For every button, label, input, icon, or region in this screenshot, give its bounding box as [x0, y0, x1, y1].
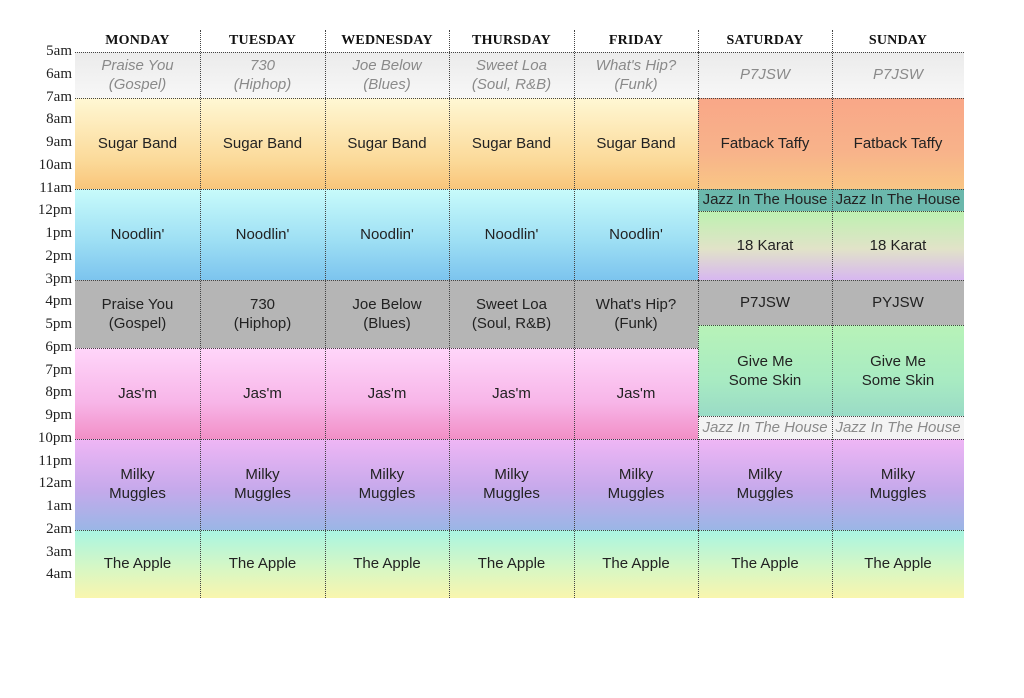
time-label: 5am: [46, 43, 72, 59]
program-name: Milky: [245, 466, 280, 484]
program-block[interactable]: [449, 530, 574, 598]
time-label: 3pm: [45, 270, 72, 287]
program-block[interactable]: [325, 280, 449, 348]
program-name: Give Me: [870, 352, 926, 370]
program-name: Milky: [494, 466, 529, 484]
program-name: The Apple: [353, 555, 421, 573]
program-block[interactable]: [698, 189, 832, 212]
program-block[interactable]: [200, 280, 325, 348]
program-name: Jas'm: [492, 384, 531, 402]
program-block[interactable]: [832, 189, 964, 212]
program-block[interactable]: [832, 98, 964, 189]
row-divider: [75, 189, 698, 190]
program-name: (Gospel): [108, 75, 167, 93]
program-block[interactable]: [449, 189, 574, 280]
time-label: 9am: [46, 134, 72, 150]
program-name: Noodlin': [235, 225, 290, 243]
day-header-friday: FRIDAY: [608, 33, 664, 48]
time-label: 6am: [46, 65, 72, 82]
row-divider: [75, 280, 698, 281]
program-name: P7JSW: [872, 66, 923, 84]
row-divider: [698, 189, 964, 190]
program-block[interactable]: [698, 98, 832, 189]
column-divider: [325, 30, 326, 598]
program-name: Jas'm: [616, 384, 656, 402]
program-name: Muggles: [607, 485, 665, 503]
program-name: Some Skin: [728, 371, 802, 389]
program-name: Sugar Band: [97, 134, 178, 152]
program-name: Muggles: [234, 485, 291, 503]
time-label: 11am: [39, 179, 72, 196]
program-block[interactable]: [325, 530, 449, 598]
program-name: Muggles: [869, 485, 927, 503]
program-name: 730: [249, 295, 276, 313]
row-divider: [698, 325, 964, 326]
program-name: Muggles: [109, 485, 166, 503]
column-divider: [698, 30, 699, 598]
program-block[interactable]: [325, 98, 449, 189]
program-name: (Hiphop): [233, 75, 292, 93]
program-name: (Funk): [614, 75, 658, 93]
program-name: Muggles: [483, 485, 540, 503]
program-name: P7JSW: [739, 293, 790, 311]
row-divider: [75, 98, 698, 99]
time-label: 10am: [38, 156, 72, 173]
day-header-saturday: SATURDAY: [726, 33, 804, 48]
program-name: Joe Below: [352, 295, 422, 313]
program-block[interactable]: [75, 530, 200, 598]
program-name: 18 Karat: [869, 236, 927, 254]
program-name: Jazz In The House: [835, 191, 961, 209]
program-block[interactable]: [200, 439, 325, 530]
program-name: Sugar Band: [222, 134, 303, 152]
program-name: Give Me: [737, 352, 793, 370]
program-name: The Apple: [228, 555, 297, 573]
program-name: Sugar Band: [471, 134, 552, 152]
program-name: Milky: [618, 466, 654, 484]
program-block[interactable]: [325, 52, 449, 98]
row-divider: [698, 439, 964, 440]
time-label: 3am: [46, 543, 72, 560]
program-block[interactable]: [200, 52, 325, 98]
row-divider: [698, 416, 964, 417]
program-name: The Apple: [864, 555, 932, 573]
row-divider: [698, 98, 964, 99]
program-name: Jas'm: [243, 384, 282, 402]
program-block[interactable]: [200, 530, 325, 598]
program-name: Muggles: [358, 485, 416, 503]
time-label: 7pm: [45, 361, 72, 378]
program-block[interactable]: [574, 348, 698, 439]
program-block[interactable]: [325, 348, 449, 439]
program-name: Jas'm: [118, 384, 157, 402]
time-label: 2pm: [45, 247, 72, 264]
program-name: Praise You: [101, 56, 174, 74]
time-label: 1am: [46, 498, 72, 514]
program-block[interactable]: [325, 189, 449, 280]
row-divider: [75, 530, 698, 531]
row-divider: [698, 280, 964, 281]
row-divider: [75, 52, 698, 53]
program-name: Noodlin': [360, 225, 414, 243]
program-name: 730: [249, 56, 276, 74]
program-name: The Apple: [103, 555, 172, 573]
program-name: Milky: [120, 466, 155, 484]
day-header-sunday: SUNDAY: [868, 33, 928, 48]
program-block[interactable]: [698, 280, 832, 326]
time-label: 1pm: [45, 225, 72, 241]
program-block[interactable]: [75, 189, 200, 280]
time-label: 6pm: [45, 338, 72, 355]
program-block[interactable]: [832, 439, 964, 530]
day-header-monday: MONDAY: [105, 33, 170, 48]
program-block[interactable]: [832, 211, 964, 279]
program-block[interactable]: [574, 280, 698, 348]
program-name: What's Hip?: [595, 295, 677, 313]
program-name: Sweet Loa: [476, 56, 547, 74]
program-name: PYJSW: [872, 293, 924, 311]
program-name: What's Hip?: [595, 56, 677, 74]
program-name: 18 Karat: [736, 236, 794, 254]
program-name: Milky: [369, 466, 405, 484]
time-label: 12pm: [37, 202, 72, 219]
program-block[interactable]: [75, 439, 200, 530]
program-block[interactable]: [698, 416, 832, 439]
program-name: Fatback Taffy: [720, 134, 810, 152]
program-block[interactable]: [698, 439, 832, 530]
program-block[interactable]: [200, 348, 325, 439]
program-block[interactable]: [574, 52, 698, 98]
program-name: Some Skin: [861, 371, 935, 389]
program-block[interactable]: [200, 189, 325, 280]
row-divider: [698, 211, 964, 212]
program-block[interactable]: [449, 348, 574, 439]
column-divider: [574, 30, 575, 598]
program-name: Sweet Loa: [476, 295, 547, 313]
program-name: Jazz In The House: [835, 418, 961, 436]
row-divider: [75, 439, 698, 440]
column-divider: [832, 30, 833, 598]
program-block[interactable]: [449, 52, 574, 98]
row-divider: [698, 530, 964, 531]
program-name: Sugar Band: [347, 134, 427, 152]
time-label: 2am: [46, 520, 72, 537]
program-block[interactable]: [449, 98, 574, 189]
program-block[interactable]: [698, 211, 832, 279]
program-name: Noodlin': [484, 225, 539, 243]
program-block[interactable]: [574, 530, 698, 598]
program-name: Noodlin': [110, 225, 165, 243]
program-block[interactable]: [832, 416, 964, 439]
time-label: 4pm: [45, 293, 72, 310]
time-label: 5pm: [45, 316, 72, 332]
row-divider: [75, 348, 698, 349]
day-header-wednesday: WEDNESDAY: [341, 33, 433, 48]
program-name: P7JSW: [739, 66, 790, 84]
program-name: Milky: [880, 466, 916, 484]
day-header-thursday: THURSDAY: [472, 33, 551, 48]
program-block[interactable]: [574, 439, 698, 530]
program-name: Joe Below: [352, 56, 422, 74]
row-divider: [698, 52, 964, 53]
program-block[interactable]: [832, 52, 964, 98]
program-block[interactable]: [200, 98, 325, 189]
program-name: Jazz In The House: [702, 418, 828, 436]
program-name: Fatback Taffy: [853, 134, 943, 152]
day-header-tuesday: TUESDAY: [228, 33, 297, 48]
program-name: Noodlin': [609, 225, 663, 243]
program-name: Jas'm: [367, 384, 407, 402]
column-divider: [449, 30, 450, 598]
time-label: 12am: [38, 475, 72, 492]
program-name: (Blues): [363, 75, 411, 93]
time-label: 9pm: [45, 407, 72, 423]
program-block[interactable]: [75, 348, 200, 439]
program-name: Sugar Band: [596, 134, 676, 152]
time-label: 10pm: [37, 429, 72, 446]
program-block[interactable]: [698, 52, 832, 98]
time-label: 11pm: [38, 452, 72, 469]
program-block[interactable]: [449, 439, 574, 530]
column-divider: [200, 30, 201, 598]
program-name: Jazz In The House: [702, 191, 828, 209]
program-block[interactable]: [574, 98, 698, 189]
program-block[interactable]: [75, 98, 200, 189]
time-label: 8pm: [45, 384, 72, 401]
program-block[interactable]: [449, 280, 574, 348]
program-name: Muggles: [736, 485, 794, 503]
program-block[interactable]: [832, 280, 964, 326]
program-block[interactable]: [574, 189, 698, 280]
program-name: Milky: [747, 466, 783, 484]
program-name: The Apple: [477, 555, 546, 573]
program-name: (Funk): [614, 314, 658, 332]
time-label: 8am: [46, 111, 72, 128]
program-block[interactable]: [698, 325, 832, 416]
program-block[interactable]: [75, 280, 200, 348]
time-label: 7am: [46, 88, 72, 105]
program-block[interactable]: [698, 530, 832, 598]
program-block[interactable]: [75, 52, 200, 98]
program-name: Praise You: [101, 295, 174, 313]
program-name: The Apple: [602, 555, 670, 573]
program-name: (Soul, R&B): [471, 75, 552, 93]
program-name: (Soul, R&B): [471, 314, 552, 332]
program-name: (Hiphop): [233, 314, 292, 332]
program-name: The Apple: [731, 555, 799, 573]
program-block[interactable]: [325, 439, 449, 530]
program-name: (Blues): [363, 314, 411, 332]
program-block[interactable]: [832, 325, 964, 416]
program-name: (Gospel): [108, 314, 167, 332]
program-block[interactable]: [832, 530, 964, 598]
time-label: 4am: [46, 566, 72, 583]
